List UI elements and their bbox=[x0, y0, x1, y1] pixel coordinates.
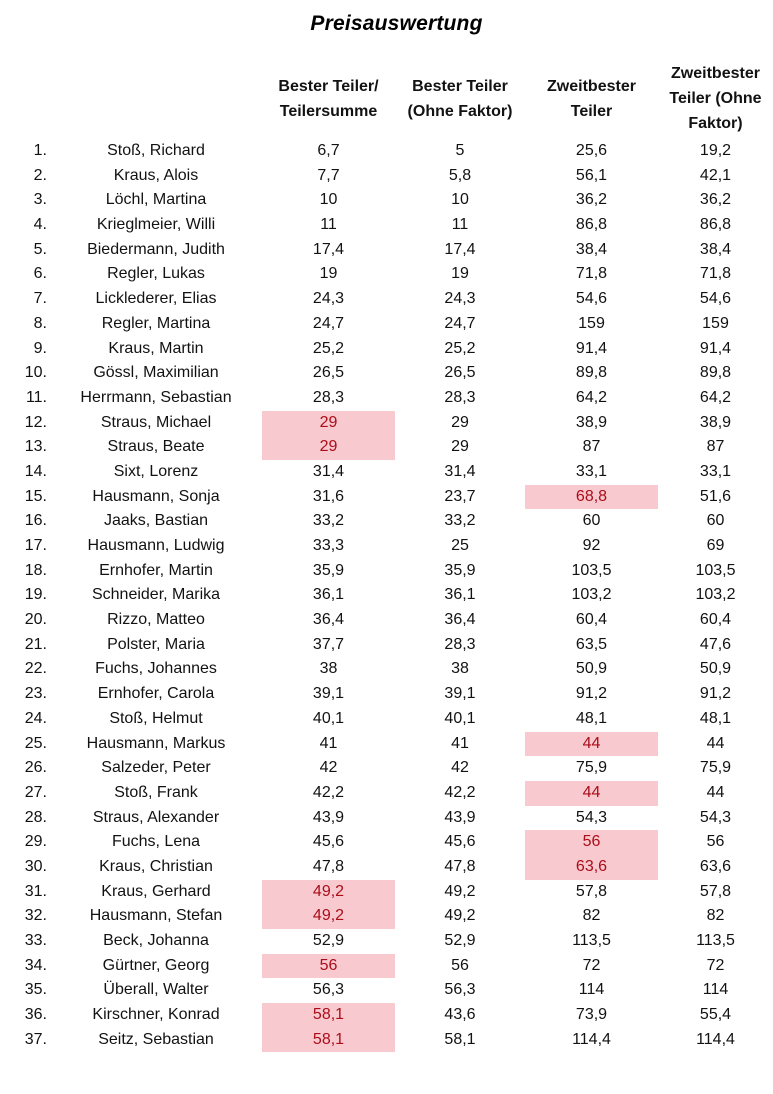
rank-cell: 3. bbox=[33, 191, 47, 209]
value-cell: 44 bbox=[706, 783, 725, 801]
value-cell-highlighted: 49,2 bbox=[262, 880, 395, 905]
rank-cell: 19. bbox=[24, 586, 47, 604]
name-cell: Licklederer, Elias bbox=[95, 290, 217, 308]
value-cell: 71,8 bbox=[575, 265, 608, 283]
value-cell: 159 bbox=[578, 314, 605, 332]
rank-cell: 23. bbox=[24, 685, 47, 703]
value-cell: 51,6 bbox=[699, 487, 732, 505]
value-cell: 42 bbox=[319, 759, 338, 777]
value-cell: 86,8 bbox=[699, 216, 732, 234]
value-cell: 33,1 bbox=[575, 462, 608, 480]
name-cell: Krieglmeier, Willi bbox=[96, 216, 216, 234]
value-cell: 82 bbox=[706, 907, 725, 925]
value-cell: 56,1 bbox=[575, 166, 608, 184]
value-cell: 7,7 bbox=[317, 166, 340, 184]
header-line: (Ohne Faktor) bbox=[407, 102, 513, 120]
value-cell: 19 bbox=[319, 265, 338, 283]
value-cell: 5 bbox=[455, 142, 465, 159]
rank-cell: 5. bbox=[33, 240, 47, 258]
name-cell: Gössl, Maximilian bbox=[93, 364, 219, 382]
value-cell: 10 bbox=[451, 191, 469, 209]
rank-cell: 7. bbox=[33, 290, 47, 308]
value-cell-highlighted: 49,2 bbox=[262, 904, 395, 929]
value-cell: 56 bbox=[451, 956, 469, 974]
name-cell: Regler, Martina bbox=[101, 314, 211, 332]
value-cell: 159 bbox=[702, 314, 729, 332]
value-cell: 6,7 bbox=[317, 142, 340, 159]
value-cell: 44 bbox=[706, 734, 725, 752]
value-cell: 50,9 bbox=[699, 660, 732, 678]
column-header-bester-teiler-ohne-faktor bbox=[395, 58, 525, 139]
value-cell: 41 bbox=[451, 734, 469, 752]
value-cell: 49,2 bbox=[444, 907, 476, 925]
value-cell: 17,4 bbox=[312, 240, 345, 258]
name-cell: Rizzo, Matteo bbox=[107, 611, 205, 629]
column-header-zweitbester-teiler-ohne-faktor bbox=[658, 58, 773, 139]
value-cell: 41 bbox=[319, 734, 338, 752]
name-cell: Kraus, Alois bbox=[113, 166, 199, 184]
value-cell: 28,3 bbox=[444, 388, 476, 406]
rank-cell: 28. bbox=[24, 808, 47, 826]
value-cell: 5,8 bbox=[448, 166, 472, 184]
rank-cell: 17. bbox=[24, 537, 47, 554]
value-cell: 86,8 bbox=[575, 216, 608, 234]
value-cell: 114 bbox=[702, 981, 729, 999]
value-cell: 19 bbox=[451, 265, 469, 283]
value-cell: 11 bbox=[320, 216, 337, 234]
name-cell: Überall, Walter bbox=[103, 981, 209, 999]
value-cell: 33,3 bbox=[312, 537, 345, 554]
value-cell: 57,8 bbox=[699, 882, 732, 900]
name-cell: Fuchs, Lena bbox=[111, 833, 201, 851]
value-cell: 92 bbox=[582, 537, 601, 554]
value-cell: 60,4 bbox=[575, 611, 608, 629]
value-cell: 26,5 bbox=[444, 364, 476, 382]
value-cell: 38 bbox=[319, 660, 338, 678]
value-cell: 38,4 bbox=[575, 240, 608, 258]
name-cell: Fuchs, Johannes bbox=[95, 660, 217, 678]
value-cell: 24,7 bbox=[444, 314, 476, 332]
header-line: Faktor) bbox=[688, 115, 743, 132]
value-cell: 52,9 bbox=[312, 932, 345, 949]
value-cell: 103,2 bbox=[695, 586, 736, 604]
value-cell: 56,3 bbox=[444, 981, 476, 999]
value-cell: 57,8 bbox=[575, 882, 608, 900]
value-cell: 28,3 bbox=[444, 635, 476, 653]
rank-cell: 33. bbox=[24, 932, 47, 949]
value-cell: 103,5 bbox=[571, 561, 612, 579]
value-cell: 25,2 bbox=[312, 339, 345, 357]
rank-cell: 29. bbox=[24, 833, 47, 851]
value-cell: 38,9 bbox=[575, 413, 608, 431]
value-cell-highlighted: 29 bbox=[262, 435, 395, 460]
value-cell-highlighted: 44 bbox=[525, 732, 658, 757]
value-cell: 39,1 bbox=[444, 685, 476, 703]
value-cell: 23,7 bbox=[444, 487, 476, 505]
name-cell: Hausmann, Ludwig bbox=[87, 537, 225, 554]
value-cell: 36,1 bbox=[312, 586, 345, 604]
value-cell: 87 bbox=[582, 438, 601, 456]
rank-cell: 30. bbox=[24, 857, 47, 875]
rank-cell: 6. bbox=[33, 265, 47, 283]
name-cell: Stoß, Frank bbox=[114, 783, 198, 801]
column-header-zweitbester-teiler bbox=[525, 58, 658, 139]
header-line: Bester Teiler/ bbox=[278, 77, 379, 95]
value-cell: 19,2 bbox=[699, 142, 732, 159]
value-cell: 54,6 bbox=[699, 290, 732, 308]
value-cell: 69 bbox=[706, 537, 725, 554]
name-cell: Herrmann, Sebastian bbox=[80, 388, 232, 406]
value-cell: 91,4 bbox=[699, 339, 732, 357]
name-cell: Seitz, Sebastian bbox=[98, 1030, 214, 1048]
value-cell: 89,8 bbox=[575, 364, 608, 382]
value-cell: 25,6 bbox=[575, 142, 608, 159]
value-cell: 54,6 bbox=[575, 290, 608, 308]
rank-cell: 18. bbox=[24, 561, 47, 579]
name-cell: Regler, Lukas bbox=[107, 265, 205, 283]
name-cell: Gürtner, Georg bbox=[102, 956, 210, 974]
value-cell: 42,2 bbox=[312, 783, 345, 801]
rank-cell: 16. bbox=[24, 512, 47, 530]
value-cell: 103,5 bbox=[695, 561, 736, 579]
value-cell: 25,2 bbox=[444, 339, 476, 357]
header-line: Zweitbester bbox=[547, 77, 636, 95]
table-body bbox=[0, 139, 773, 1052]
rank-cell: 12. bbox=[24, 413, 47, 431]
name-cell: Löchl, Martina bbox=[105, 191, 207, 209]
value-cell: 24,3 bbox=[444, 290, 476, 308]
name-cell: Salzeder, Peter bbox=[101, 759, 211, 777]
name-cell: Kraus, Martin bbox=[108, 339, 204, 357]
name-cell: Straus, Alexander bbox=[92, 808, 220, 826]
value-cell: 29 bbox=[451, 413, 469, 431]
value-cell: 55,4 bbox=[699, 1006, 732, 1024]
value-cell: 24,7 bbox=[312, 314, 345, 332]
rank-cell: 10. bbox=[24, 364, 47, 382]
value-cell: 35,9 bbox=[312, 561, 345, 579]
value-cell-highlighted: 44 bbox=[525, 781, 658, 806]
value-cell: 60 bbox=[706, 512, 725, 530]
name-cell: Stoß, Richard bbox=[107, 142, 205, 159]
value-cell: 75,9 bbox=[575, 759, 608, 777]
name-cell: Ernhofer, Martin bbox=[99, 561, 213, 579]
value-cell: 87 bbox=[706, 438, 725, 456]
header-line: Teilersumme bbox=[279, 102, 378, 120]
name-cell: Kirschner, Konrad bbox=[92, 1006, 220, 1024]
value-cell: 28,3 bbox=[312, 388, 345, 406]
value-cell: 24,3 bbox=[312, 290, 345, 308]
value-cell: 63,6 bbox=[699, 857, 732, 875]
rank-cell: 15. bbox=[24, 487, 47, 505]
value-cell: 64,2 bbox=[575, 388, 608, 406]
value-cell: 114,4 bbox=[572, 1030, 611, 1048]
value-cell-highlighted: 58,1 bbox=[262, 1028, 395, 1053]
name-cell: Biedermann, Judith bbox=[87, 240, 225, 258]
value-cell: 91,2 bbox=[699, 685, 732, 703]
value-cell-highlighted: 68,8 bbox=[525, 485, 658, 510]
value-cell: 52,9 bbox=[444, 932, 476, 949]
rank-cell: 34. bbox=[24, 956, 47, 974]
value-cell: 103,2 bbox=[571, 586, 612, 604]
value-cell: 33,1 bbox=[699, 462, 732, 480]
value-cell: 33,2 bbox=[444, 512, 476, 530]
value-cell: 73,9 bbox=[575, 1006, 608, 1024]
name-cell: Kraus, Christian bbox=[99, 857, 213, 875]
value-cell: 26,5 bbox=[312, 364, 345, 382]
name-cell: Ernhofer, Carola bbox=[97, 685, 215, 703]
rank-cell: 13. bbox=[24, 438, 47, 456]
name-cell: Straus, Beate bbox=[107, 438, 205, 456]
value-cell: 60,4 bbox=[699, 611, 732, 629]
value-cell: 47,6 bbox=[699, 635, 732, 653]
value-cell: 63,5 bbox=[575, 635, 608, 653]
value-cell: 89,8 bbox=[699, 364, 732, 382]
value-cell: 25 bbox=[451, 537, 469, 554]
value-cell: 35,9 bbox=[444, 561, 476, 579]
page-title: Preisauswertung bbox=[310, 12, 483, 35]
value-cell: 114,4 bbox=[696, 1030, 735, 1048]
value-cell: 45,6 bbox=[312, 833, 345, 851]
rank-cell: 8. bbox=[33, 314, 47, 332]
value-cell: 42,1 bbox=[699, 166, 732, 184]
name-cell: Straus, Michael bbox=[100, 413, 212, 431]
rank-cell: 20. bbox=[24, 611, 47, 629]
value-cell: 75,9 bbox=[699, 759, 732, 777]
value-cell: 60 bbox=[582, 512, 601, 530]
header-line: Teiler bbox=[570, 102, 613, 120]
rank-cell: 35. bbox=[24, 981, 47, 999]
value-cell: 38 bbox=[451, 660, 469, 678]
value-cell: 48,1 bbox=[575, 709, 608, 727]
value-cell: 82 bbox=[582, 907, 601, 925]
rank-cell: 14. bbox=[24, 462, 47, 480]
value-cell: 42 bbox=[451, 759, 469, 777]
value-cell: 114 bbox=[578, 981, 605, 999]
value-cell: 11 bbox=[451, 216, 469, 234]
name-cell: Hausmann, Sonja bbox=[92, 487, 220, 505]
value-cell: 36,1 bbox=[444, 586, 476, 604]
value-cell: 10 bbox=[319, 191, 338, 209]
rank-cell: 2. bbox=[33, 166, 47, 184]
value-cell: 47,8 bbox=[312, 857, 345, 875]
rank-cell: 26. bbox=[24, 759, 47, 777]
value-cell: 56 bbox=[706, 833, 725, 851]
rank-cell: 25. bbox=[24, 734, 47, 752]
value-cell: 58,1 bbox=[444, 1030, 476, 1048]
rank-cell: 32. bbox=[24, 907, 47, 925]
value-cell: 40,1 bbox=[444, 709, 476, 727]
value-cell: 36,4 bbox=[444, 611, 476, 629]
name-cell: Jaaks, Bastian bbox=[103, 512, 209, 530]
rank-cell: 9. bbox=[33, 339, 47, 357]
name-cell: Stoß, Helmut bbox=[109, 709, 203, 727]
name-cell: Sixt, Lorenz bbox=[113, 462, 199, 480]
value-cell: 56,3 bbox=[312, 981, 345, 999]
rank-cell: 24. bbox=[24, 709, 47, 727]
rank-cell: 27. bbox=[24, 783, 47, 801]
rank-cell: 21. bbox=[24, 635, 47, 653]
value-cell: 113,5 bbox=[696, 932, 735, 949]
value-cell: 49,2 bbox=[444, 882, 476, 900]
value-cell: 54,3 bbox=[575, 808, 608, 826]
table-header-row bbox=[0, 58, 773, 139]
header-line: Teiler (Ohne bbox=[669, 90, 762, 107]
name-cell: Polster, Maria bbox=[107, 635, 205, 653]
rank-cell: 1. bbox=[33, 142, 47, 159]
name-cell: Hausmann, Markus bbox=[86, 734, 226, 752]
value-cell-highlighted: 56 bbox=[525, 830, 658, 855]
rank-cell: 37. bbox=[24, 1030, 47, 1048]
value-cell: 91,4 bbox=[575, 339, 608, 357]
value-cell: 17,4 bbox=[444, 240, 476, 258]
value-cell: 37,7 bbox=[312, 635, 345, 653]
value-cell-highlighted: 58,1 bbox=[262, 1003, 395, 1028]
value-cell: 31,6 bbox=[312, 487, 345, 505]
value-cell: 72 bbox=[582, 956, 601, 974]
value-cell: 47,8 bbox=[444, 857, 476, 875]
value-cell: 36,4 bbox=[312, 611, 345, 629]
name-cell: Beck, Johanna bbox=[103, 932, 209, 949]
value-cell: 43,9 bbox=[444, 808, 476, 826]
value-cell: 43,6 bbox=[444, 1006, 476, 1024]
value-cell: 42,2 bbox=[444, 783, 476, 801]
column-header-rank-spacer bbox=[0, 58, 50, 139]
value-cell: 31,4 bbox=[444, 462, 476, 480]
value-cell: 36,2 bbox=[575, 191, 608, 209]
rank-cell: 22. bbox=[24, 660, 47, 678]
value-cell: 91,2 bbox=[575, 685, 608, 703]
value-cell: 64,2 bbox=[699, 388, 732, 406]
value-cell: 33,2 bbox=[312, 512, 345, 530]
name-cell: Kraus, Gerhard bbox=[101, 882, 211, 900]
value-cell: 113,5 bbox=[572, 932, 611, 949]
value-cell: 29 bbox=[451, 438, 469, 456]
value-cell: 40,1 bbox=[312, 709, 345, 727]
rank-cell: 11. bbox=[25, 388, 47, 406]
value-cell: 54,3 bbox=[699, 808, 732, 826]
value-cell: 38,4 bbox=[699, 240, 732, 258]
value-cell: 71,8 bbox=[699, 265, 732, 283]
column-header-name-spacer bbox=[50, 58, 262, 139]
value-cell: 36,2 bbox=[699, 191, 732, 209]
value-cell: 38,9 bbox=[699, 413, 732, 431]
header-line: Bester Teiler bbox=[412, 77, 508, 95]
value-cell: 39,1 bbox=[312, 685, 345, 703]
value-cell: 31,4 bbox=[312, 462, 345, 480]
value-cell-highlighted: 56 bbox=[262, 954, 395, 979]
column-header-bester-teiler-teilersumme bbox=[262, 58, 395, 139]
value-cell: 72 bbox=[706, 956, 725, 974]
rank-cell: 4. bbox=[33, 216, 47, 234]
value-cell-highlighted: 63,6 bbox=[525, 855, 658, 880]
rank-cell: 31. bbox=[24, 882, 47, 900]
name-cell: Hausmann, Stefan bbox=[89, 907, 223, 925]
value-cell: 43,9 bbox=[312, 808, 345, 826]
value-cell: 48,1 bbox=[699, 709, 732, 727]
value-cell-highlighted: 29 bbox=[262, 411, 395, 436]
value-cell: 45,6 bbox=[444, 833, 476, 851]
header-line: Zweitbester bbox=[671, 65, 760, 82]
name-cell: Schneider, Marika bbox=[91, 586, 221, 604]
value-cell: 50,9 bbox=[575, 660, 608, 678]
rank-cell: 36. bbox=[24, 1006, 47, 1024]
